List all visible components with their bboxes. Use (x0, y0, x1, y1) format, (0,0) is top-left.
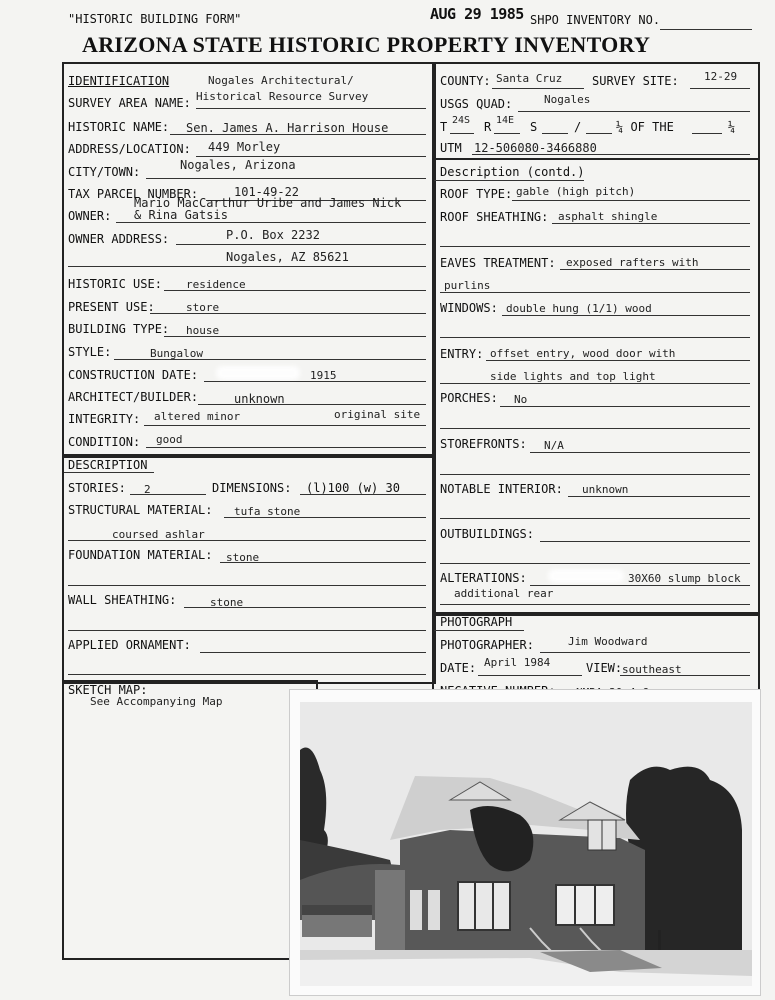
windows-label: WINDOWS: (440, 301, 498, 315)
photograph-heading: PHOTOGRAPH (440, 615, 513, 629)
building-photo (290, 690, 760, 995)
quarter-label: ¼ (728, 120, 736, 134)
photo-date-label: DATE: (440, 661, 477, 675)
house-photo-image (290, 690, 760, 995)
stories-label: STORIES: (68, 481, 126, 495)
wall-sheathing-label: WALL SHEATHING: (68, 593, 177, 607)
owner-value-2: & Rina Gatsis (134, 208, 228, 222)
address-value: 449 Morley (208, 140, 281, 154)
entry-value-1: offset entry, wood door with (490, 347, 676, 360)
integrity-label: INTEGRITY: (68, 412, 141, 426)
owner-label: OWNER: (68, 209, 112, 223)
quarter-slash: / (574, 120, 582, 134)
architect-label: ARCHITECT/BUILDER: (68, 390, 199, 404)
present-use-label: PRESENT USE: (68, 300, 155, 314)
address-label: ADDRESS/LOCATION: (68, 142, 191, 156)
windows-value: double hung (1/1) wood (506, 302, 652, 315)
received-stamp: AUG 29 1985 (430, 5, 524, 23)
present-use-value: store (186, 301, 220, 314)
alterations-smear (548, 569, 624, 583)
wall-sheathing-value: stone (210, 596, 244, 609)
eaves-value-2: purlins (444, 279, 491, 292)
alterations-value-1: 30X60 slump block (628, 572, 741, 585)
construction-date-value: 1915 (310, 369, 337, 382)
township-value: 24S (452, 115, 471, 126)
porches-label: PORCHES: (440, 391, 498, 405)
survey-site-label: SURVEY SITE: (592, 74, 679, 88)
view-value: southeast (622, 663, 682, 676)
storefronts-value: N/A (544, 439, 564, 452)
sketch-map-value: See Accompanying Map (90, 695, 223, 708)
notable-interior-value: unknown (582, 483, 629, 496)
alterations-label: ALTERATIONS: (440, 571, 527, 585)
survey-area-label: SURVEY AREA NAME: (68, 96, 191, 110)
description-contd-box (432, 158, 760, 616)
utm-label: UTM (440, 141, 462, 155)
city-label: CITY/TOWN: (68, 165, 141, 179)
historic-name-value: Sen. James A. Harrison House (186, 121, 389, 135)
eaves-label: EAVES TREATMENT: (440, 256, 556, 270)
dimensions-label: DIMENSIONS: (212, 481, 292, 495)
integrity-site-value: original site (334, 408, 421, 421)
description-contd-heading: Description (contd.) (440, 165, 585, 179)
owner-value-1: Mario MacCarthur Uribe and James Nick (134, 196, 402, 210)
building-type-value: house (186, 324, 220, 337)
historic-use-value: residence (186, 278, 246, 291)
sketch-map-label: SKETCH MAP: (68, 683, 148, 697)
shpo-label: SHPO INVENTORY NO. (530, 13, 661, 27)
entry-value-2: side lights and top light (490, 370, 656, 383)
foundation-material-value: stone (226, 551, 260, 564)
roof-sheathing-label: ROOF SHEATHING: (440, 210, 549, 224)
usgs-quad-value: Nogales (544, 93, 591, 106)
structural-material-value-1: tufa stone (234, 505, 301, 518)
range-label: R (484, 120, 492, 134)
usgs-quad-label: USGS QUAD: (440, 97, 513, 111)
eaves-value-1: exposed rafters with (566, 256, 699, 269)
condition-value: good (156, 433, 183, 446)
style-value: Bungalow (150, 347, 203, 360)
outbuildings-label: OUTBUILDINGS: (440, 527, 534, 541)
foundation-material-label: FOUNDATION MATERIAL: (68, 548, 213, 562)
dimensions-value: (l)100 (w) 30 (306, 481, 400, 495)
historic-name-label: HISTORIC NAME: (68, 120, 170, 134)
owner-address-value-1: P.O. Box 2232 (226, 228, 320, 242)
structural-material-label: STRUCTURAL MATERIAL: (68, 503, 213, 517)
notable-interior-label: NOTABLE INTERIOR: (440, 482, 563, 496)
survey-area-value-2: Historical Resource Survey (196, 90, 369, 103)
applied-ornament-label: APPLIED ORNAMENT: (68, 638, 191, 652)
photographer-value: Jim Woodward (568, 635, 648, 648)
photo-date-value: April 1984 (484, 656, 551, 669)
sketch-map-box (62, 680, 318, 960)
style-label: STYLE: (68, 345, 112, 359)
historic-use-label: HISTORIC USE: (68, 277, 162, 291)
survey-site-value: 12-29 (704, 70, 738, 83)
tax-parcel-value: 101-49-22 (234, 185, 300, 199)
entry-label: ENTRY: (440, 347, 484, 361)
form-name: "HISTORIC BUILDING FORM" (68, 12, 242, 26)
range-value: 14E (496, 115, 515, 126)
identification-heading: IDENTIFICATION (68, 74, 170, 88)
owner-address-label: OWNER ADDRESS: (68, 232, 170, 246)
survey-area-value-1: Nogales Architectural/ (208, 74, 354, 87)
building-type-label: BUILDING TYPE: (68, 322, 170, 336)
county-label: COUNTY: (440, 74, 491, 88)
integrity-value: altered minor (154, 410, 241, 423)
condition-label: CONDITION: (68, 435, 141, 449)
utm-value: 12-506080-3466880 (474, 141, 597, 155)
storefronts-label: STOREFRONTS: (440, 437, 527, 451)
county-value: Santa Cruz (496, 72, 563, 85)
alterations-value-2: additional rear (454, 587, 554, 600)
owner-address-value-2: Nogales, AZ 85621 (226, 250, 349, 264)
township-label: T (440, 120, 448, 134)
structural-material-value-2: coursed ashlar (112, 528, 205, 541)
roof-type-label: ROOF TYPE: (440, 187, 513, 201)
description-heading: DESCRIPTION (68, 458, 148, 472)
porches-value: No (514, 393, 528, 406)
section-label: S (530, 120, 538, 134)
tax-parcel-label: TAX PARCEL NUMBER: (68, 187, 199, 201)
correction-smear (216, 366, 300, 380)
city-value: Nogales, Arizona (180, 158, 296, 172)
photographer-label: PHOTOGRAPHER: (440, 638, 534, 652)
page-title: ARIZONA STATE HISTORIC PROPERTY INVENTORY (82, 32, 651, 57)
roof-sheathing-value: asphalt shingle (558, 210, 658, 223)
stories-value: 2 (144, 483, 151, 496)
construction-date-label: CONSTRUCTION DATE: (68, 368, 199, 382)
view-label: VIEW: (586, 661, 623, 675)
roof-type-value: gable (high pitch) (516, 185, 636, 198)
quarter-of-the-label: ¼ OF THE (616, 120, 674, 134)
architect-value: unknown (234, 392, 285, 406)
